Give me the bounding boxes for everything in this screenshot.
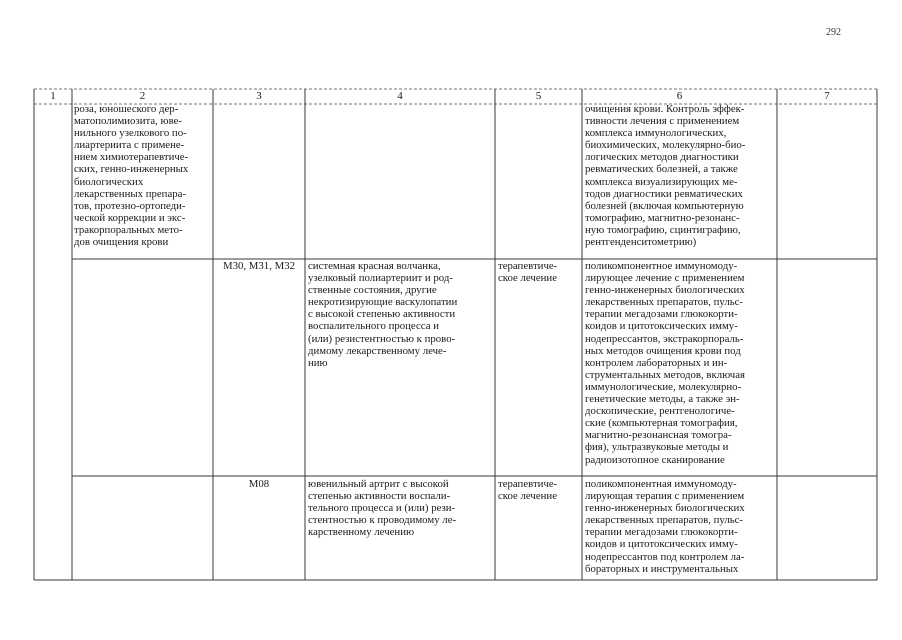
row1-col6-text: очищения крови. Контроль эффек- тивности лечения с применением комплекса иммунологических, биохимических, молекулярно-био- логических методов диагностики ревматических болезней, а также комплекса визуализирующих ме- тодов диагностики ревматических болезней (включая компьютерную томографию, магнитно-резонанс- ную томографию, сцинтиграфию, рентгенденситометрию): [585, 103, 746, 249]
row2-col6-method: поликомпонентное иммуномоду- лирующее лечение с применением генно-инженерных биологических лекарственных препаратов, пульс- терапии мегадозами глюкокорти- коидов и цитотоксических имму- нодепрессантов, экстракорпораль- ных методов очищения крови под контролем лабораторных и ин- струментальных методов, включая иммунологические, молекулярно- генетические методы, а также эн- доскопические, рентгенологиче- ские (компьютерная томография, магнитно-резонансная томогра- фия), ультразвуковые методы и радиоизотопное сканирование: [585, 260, 745, 466]
row3-col5-treatment: терапевтиче- ское лечение: [498, 478, 558, 503]
col-header-1: 1: [50, 90, 56, 102]
row2-col3-code: М30, М31, М32: [223, 260, 295, 272]
col-header-4: 4: [397, 90, 403, 102]
row3-col3-code: М08: [248, 478, 270, 490]
row1-col2-text: роза, юношеского дер- матополимиозита, юве- нильного узелкового по- лиартериита с примене- нием химиотерапевтиче- ских, генно-инженерных биологических лекарственных препара- тов, протезно-ортопеди- ческой коррекции и экс- тракорпоральных мето- дов очищения крови: [74, 103, 189, 249]
col-header-5: 5: [535, 90, 542, 102]
row3-col6-method: поликомпонентная иммуномоду- лирующая терапия с применением генно-инженерных биологических лекарственных препаратов, пульс- терапии мегадозами глюкокорти- коидов и цитотоксических имму- нодепрессантов под контролем ла- бораторных и инструментальных: [585, 478, 745, 575]
row2-col5-treatment: терапевтиче- ское лечение: [498, 260, 558, 285]
col-header-2: 2: [139, 90, 146, 102]
page-number: 292: [826, 27, 841, 38]
col-header-7: 7: [824, 90, 830, 102]
col-header-6: 6: [676, 90, 683, 102]
row3-col4-diagnosis: ювенильный артрит с высокой степенью активности воспали- тельного процесса и (или) рези- стентностью к проводимому ле- карственному лечению: [308, 478, 457, 539]
row2-col4-diagnosis: системная красная волчанка, узелковый полиартериит и род- ственные состояния, другие некротизирующие васкулопатии с высокой степенью активности воспалительного процесса и (или) резистентностью к прово- димому лекарственному лече- нию: [308, 260, 458, 369]
col-header-3: 3: [256, 90, 262, 102]
